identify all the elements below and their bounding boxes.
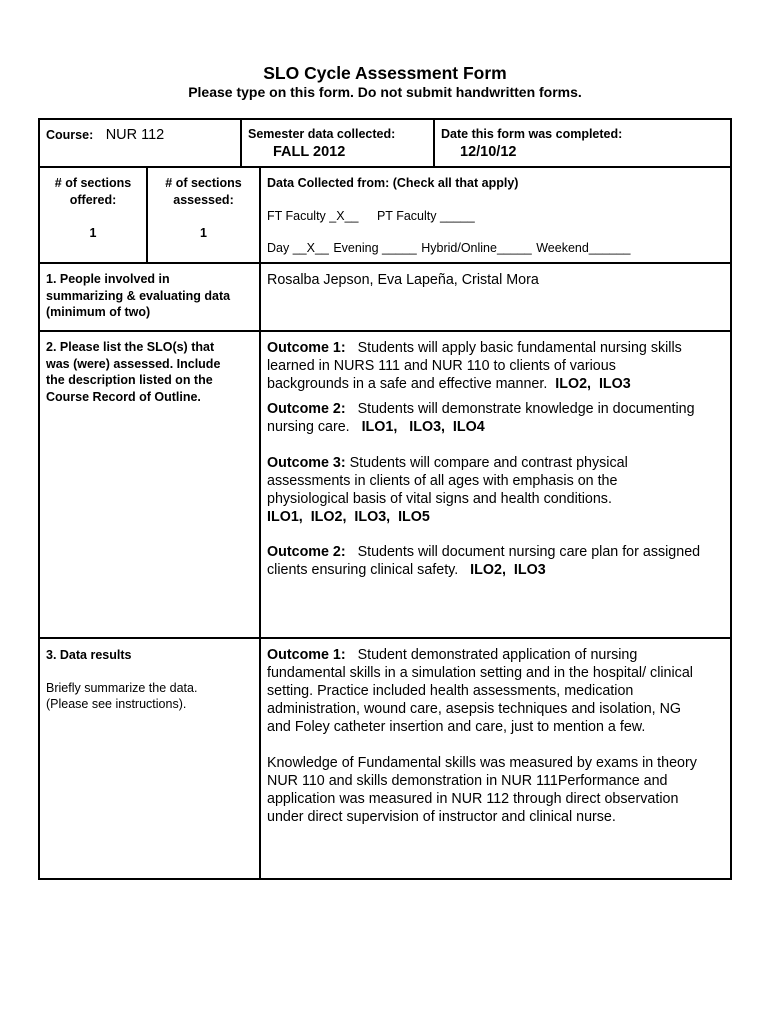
people-involved: Rosalba Jepson, Eva Lapeña, Cristal Mora bbox=[267, 272, 539, 288]
people-label-line: summarizing & evaluating data bbox=[46, 288, 231, 303]
outcome-text: Students will apply basic fundamental nursing skills bbox=[345, 340, 682, 356]
form-title: SLO Cycle Assessment Form bbox=[263, 63, 507, 83]
ft-faculty-field: FT Faculty _X__ bbox=[267, 208, 359, 223]
outcome-block bbox=[267, 543, 732, 579]
col-divider bbox=[259, 166, 261, 880]
data-results-instructions: (Please see instructions). bbox=[46, 697, 187, 711]
result-text: application was measured in NUR 112 through direct observation bbox=[267, 791, 679, 807]
slo-label-line: the description listed on the bbox=[46, 373, 213, 387]
outcome-text: learned in NURS 111 and NUR 110 to clients of various bbox=[267, 358, 616, 374]
sections-assessed-label: # of sections bbox=[165, 176, 242, 190]
people-label-line: 1. People involved in bbox=[46, 272, 170, 286]
outcome-block bbox=[267, 400, 732, 436]
sections-assessed-label: assessed: bbox=[173, 192, 234, 207]
row-divider bbox=[38, 330, 732, 332]
outcome-block bbox=[267, 339, 732, 393]
sections-offered-value: 1 bbox=[89, 226, 97, 240]
row-divider bbox=[38, 637, 732, 639]
outcome-ilos: ILO2, ILO3 bbox=[470, 562, 546, 578]
col-divider bbox=[240, 118, 242, 166]
semester-cell bbox=[248, 126, 430, 161]
schedule-line bbox=[267, 240, 727, 257]
result-text: fundamental skills in a simulation setting and in the hospital/ clinical bbox=[267, 665, 693, 681]
outcome-text: Students will document nursing care plan for assigned bbox=[345, 544, 701, 560]
outcome-text: Students will compare and contrast physical bbox=[345, 455, 628, 471]
slo-label-line: was (were) assessed. Include bbox=[46, 356, 221, 371]
result-text: Student demonstrated application of nursing bbox=[345, 647, 638, 663]
people-label-cell bbox=[46, 271, 256, 321]
outcome-text: nursing care. bbox=[267, 419, 362, 435]
result-text: setting. Practice included health assessments, medication bbox=[267, 683, 634, 699]
sections-offered-label: offered: bbox=[69, 192, 117, 207]
result-heading: Outcome 1: bbox=[267, 647, 346, 663]
sections-assessed-cell bbox=[148, 175, 259, 242]
people-label-line: (minimum of two) bbox=[46, 305, 151, 319]
outcome-text: backgrounds in a safe and effective manner. bbox=[267, 376, 556, 392]
completed-value: 12/10/12 bbox=[460, 143, 517, 160]
row-divider bbox=[38, 166, 732, 168]
result-text: administration, wound care, asepsis techniques and isolation, NG bbox=[267, 701, 682, 717]
row-divider bbox=[38, 262, 732, 264]
semester-label: Semester data collected: bbox=[248, 127, 396, 141]
outcome-ilos: ILO2, ILO3 bbox=[555, 376, 631, 392]
semester-value: FALL 2012 bbox=[273, 143, 346, 160]
course-cell bbox=[46, 126, 236, 144]
result-text: Knowledge of Fundamental skills was measured by exams in theory bbox=[267, 755, 697, 771]
course-value: NUR 112 bbox=[105, 127, 165, 143]
sections-offered-label: # of sections bbox=[54, 176, 132, 190]
data-results-instructions: Briefly summarize the data. bbox=[46, 680, 198, 695]
day-field: Day __X__ bbox=[267, 241, 329, 255]
outcome-text: Students will demonstrate knowledge in documenting bbox=[345, 401, 695, 417]
outcome-ilos: ILO1, ILO2, ILO3, ILO5 bbox=[267, 509, 430, 525]
pt-faculty-field: PT Faculty _____ bbox=[376, 208, 475, 223]
slo-label-line: 2. Please list the SLO(s) that bbox=[46, 340, 215, 354]
col-divider bbox=[433, 118, 435, 166]
outcome-text: clients ensuring clinical safety. bbox=[267, 562, 471, 578]
evening-field: Evening _____ bbox=[333, 241, 417, 255]
result-text: and Foley catheter insertion and care, just to mention a few. bbox=[267, 719, 646, 735]
completed-cell bbox=[441, 126, 726, 161]
outcome-block bbox=[267, 454, 732, 526]
data-results-label-cell bbox=[46, 647, 256, 713]
data-collected-label: Data Collected from: (Check all that apply) bbox=[267, 176, 519, 190]
outcome-heading: Outcome 2: bbox=[267, 544, 346, 560]
outcome-text: physiological basis of vital signs and health conditions. bbox=[267, 491, 612, 507]
data-results-label: 3. Data results bbox=[46, 648, 132, 662]
outcome-text: assessments in clients of all ages with emphasis on the bbox=[267, 473, 618, 489]
outcome-heading: Outcome 1: bbox=[267, 340, 346, 356]
sections-assessed-value: 1 bbox=[200, 226, 207, 240]
sections-offered-cell bbox=[40, 175, 146, 242]
result-text: NUR 110 and skills demonstration in NUR 111Performance and bbox=[267, 773, 668, 789]
slo-label-line: Course Record of Outline. bbox=[46, 389, 201, 404]
form-subtitle: Please type on this form. Do not submit handwritten forms. bbox=[188, 84, 582, 100]
data-collected-cell bbox=[267, 175, 727, 257]
result-text: under direct supervision of instructor and clinical nurse. bbox=[267, 809, 616, 825]
course-label: Course: bbox=[46, 128, 94, 142]
outcome-ilos: ILO1, ILO3, ILO4 bbox=[361, 419, 485, 435]
slo-label-cell bbox=[46, 339, 256, 405]
faculty-line bbox=[267, 208, 727, 225]
outcome-heading: Outcome 3: bbox=[267, 455, 346, 471]
completed-label: Date this form was completed: bbox=[441, 127, 623, 141]
outcome-heading: Outcome 2: bbox=[267, 401, 346, 417]
weekend-field: Weekend______ bbox=[536, 241, 631, 255]
data-results-text bbox=[267, 646, 732, 826]
hybrid-field: Hybrid/Online_____ bbox=[421, 241, 532, 255]
